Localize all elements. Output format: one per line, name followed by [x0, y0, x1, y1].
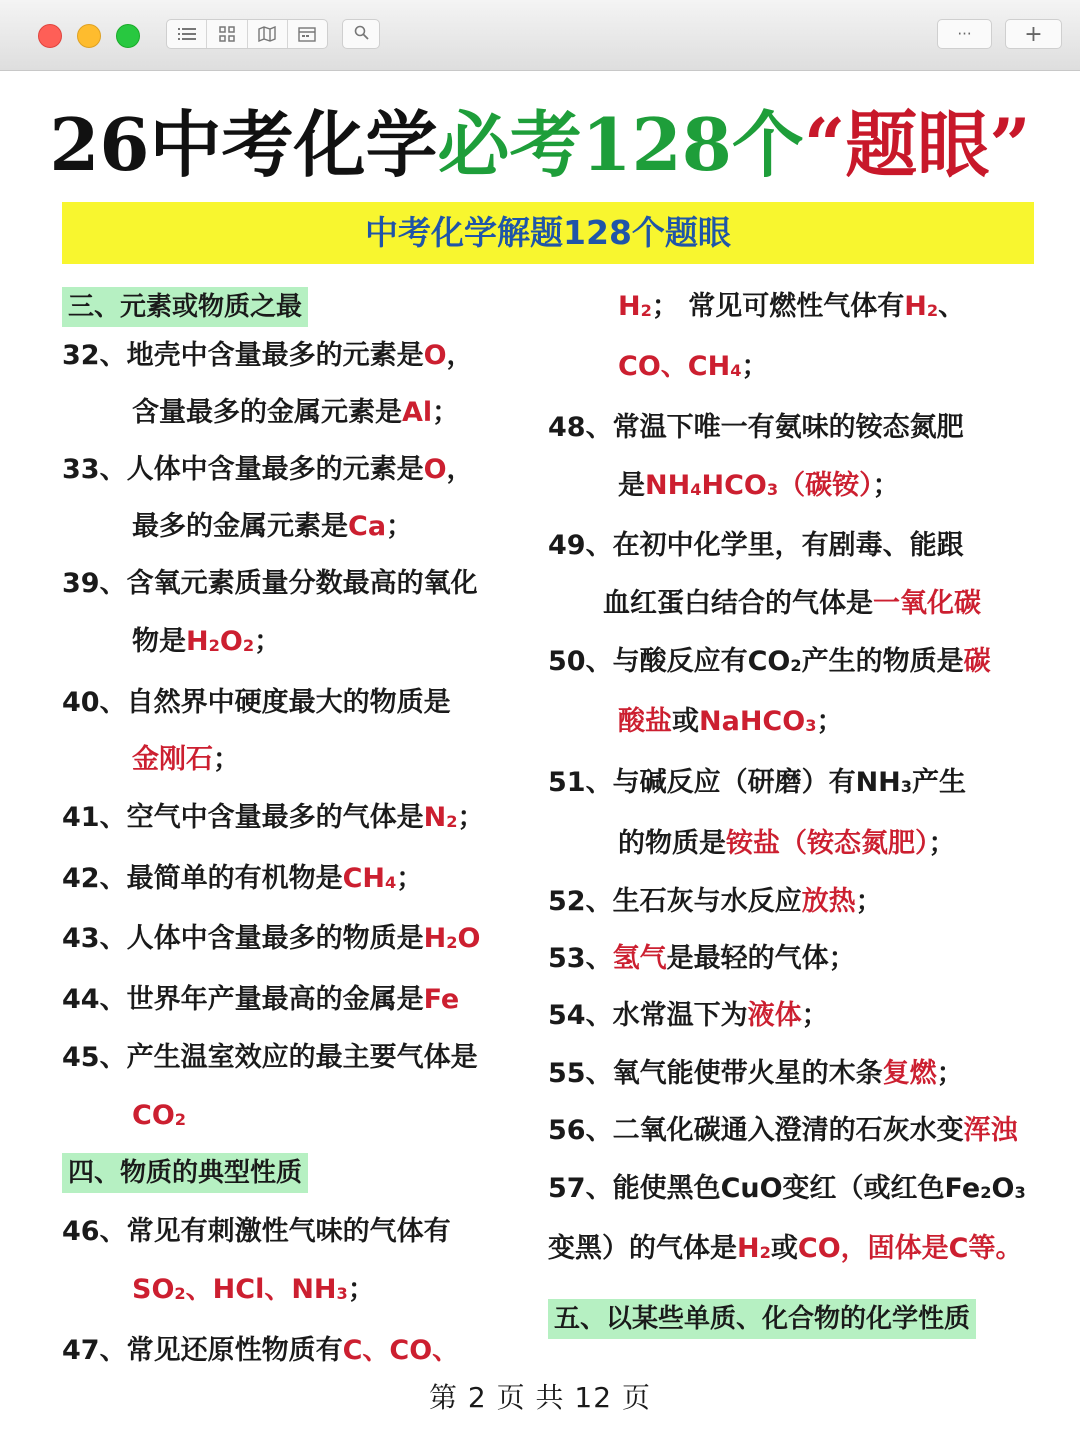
list-item-52: 52、生石灰与水反应放热；	[548, 886, 883, 917]
subtitle-banner: 中考化学解题128个题眼	[62, 202, 1034, 264]
list-item-46-line2: $SO_2$、HCl、$NH_3$；	[132, 1274, 375, 1305]
search-button[interactable]	[342, 19, 380, 49]
list-item-39-line2: 物是$H_2O_2$；	[132, 626, 282, 657]
view-mode-segmented-control	[166, 19, 328, 49]
list-item-41: 41、空气中含量最多的气体是$N_2$；	[62, 802, 485, 833]
list-item-47-line1: 47、常见还原性物质有C、CO、	[62, 1335, 460, 1366]
more-button[interactable]	[937, 19, 992, 49]
list-item-55: 55、氧气能使带火星的木条复燃；	[548, 1058, 964, 1089]
list-item-39-line1: 39、含氧元素质量分数最高的氧化	[62, 568, 478, 599]
list-item-33-line1: 33、人体中含量最多的元素是O，	[62, 454, 474, 485]
list-item-50-line2: 酸盐或NaHCO$_3$；	[618, 706, 844, 737]
list-icon[interactable]	[167, 20, 207, 48]
list-item-45-line2: $CO_2$	[132, 1100, 187, 1131]
add-button[interactable]	[1005, 19, 1062, 49]
list-item-47-line2: $H_2$； 常见可燃性气体有$H_2$、	[618, 291, 966, 322]
page-indicator: 第 2 页 共 12 页	[429, 1381, 651, 1414]
list-item-40-line2: 金刚石；	[132, 744, 240, 775]
list-item-48-line1: 48、常温下唯一有氨味的铵态氮肥	[548, 412, 964, 443]
page-title: 26中考化学必考128个“题眼”	[49, 102, 1031, 187]
list-item-49-line2: 血红蛋白结合的气体是一氧化碳	[603, 588, 981, 619]
list-item-44: 44、世界年产量最高的金属是Fe	[62, 984, 460, 1015]
list-item-56: 56、二氧化碳通入澄清的石灰水变浑浊	[548, 1115, 1018, 1146]
list-item-32-line2: 含量最多的金属元素是Al；	[132, 397, 460, 428]
add-icon: +	[1024, 21, 1043, 47]
list-item-57-line2: 变黑）的气体是$H_2$或CO，固体是C等。	[548, 1233, 1023, 1264]
section-heading-3: 三、元素或物质之最	[62, 287, 308, 327]
grid-icon[interactable]	[207, 20, 247, 48]
close-window-button[interactable]	[38, 24, 62, 48]
list-item-49-line1: 49、在初中化学里，有剧毒、能跟	[548, 530, 964, 561]
window-titlebar	[0, 0, 1080, 71]
list-item-42: 42、最简单的有机物是$CH_4$；	[62, 863, 424, 894]
list-item-53: 53、氢气是最轻的气体；	[548, 943, 856, 974]
map-icon[interactable]	[248, 20, 288, 48]
list-item-51-line2: 的物质是铵盐（铵态氮肥）；	[618, 828, 956, 859]
list-item-46-line1: 46、常见有刺激性气味的气体有	[62, 1216, 451, 1247]
list-item-32-line1: 32、地壳中含量最多的元素是O，	[62, 340, 474, 371]
more-icon: ···	[957, 25, 972, 43]
maximize-window-button[interactable]	[116, 24, 140, 48]
search-icon	[354, 25, 369, 44]
section-heading-4: 四、物质的典型性质	[62, 1153, 308, 1193]
list-item-48-line2: 是$NH_4HCO_3$（碳铵）；	[618, 470, 900, 501]
list-item-45-line1: 45、产生温室效应的最主要气体是	[62, 1042, 478, 1073]
list-item-40-line1: 40、自然界中硬度最大的物质是	[62, 687, 451, 718]
list-item-54: 54、水常温下为液体；	[548, 1000, 829, 1031]
list-item-50-line1: 50、与酸反应有$CO_2$产生的物质是碳	[548, 646, 991, 677]
list-item-33-line2: 最多的金属元素是Ca；	[132, 511, 414, 542]
list-item-47-line3: CO、$CH_4$；	[618, 351, 769, 382]
list-item-43: 43、人体中含量最多的物质是$H_2O$	[62, 923, 481, 954]
list-item-57-line1: 57、能使黑色CuO变红（或红色$Fe_2O_3$	[548, 1173, 1026, 1204]
list-item-51-line1: 51、与碱反应（研磨）有$NH_3$产生	[548, 767, 967, 798]
section-heading-5: 五、以某些单质、化合物的化学性质	[548, 1299, 976, 1339]
minimize-window-button[interactable]	[77, 24, 101, 48]
calendar-icon[interactable]	[288, 20, 327, 48]
